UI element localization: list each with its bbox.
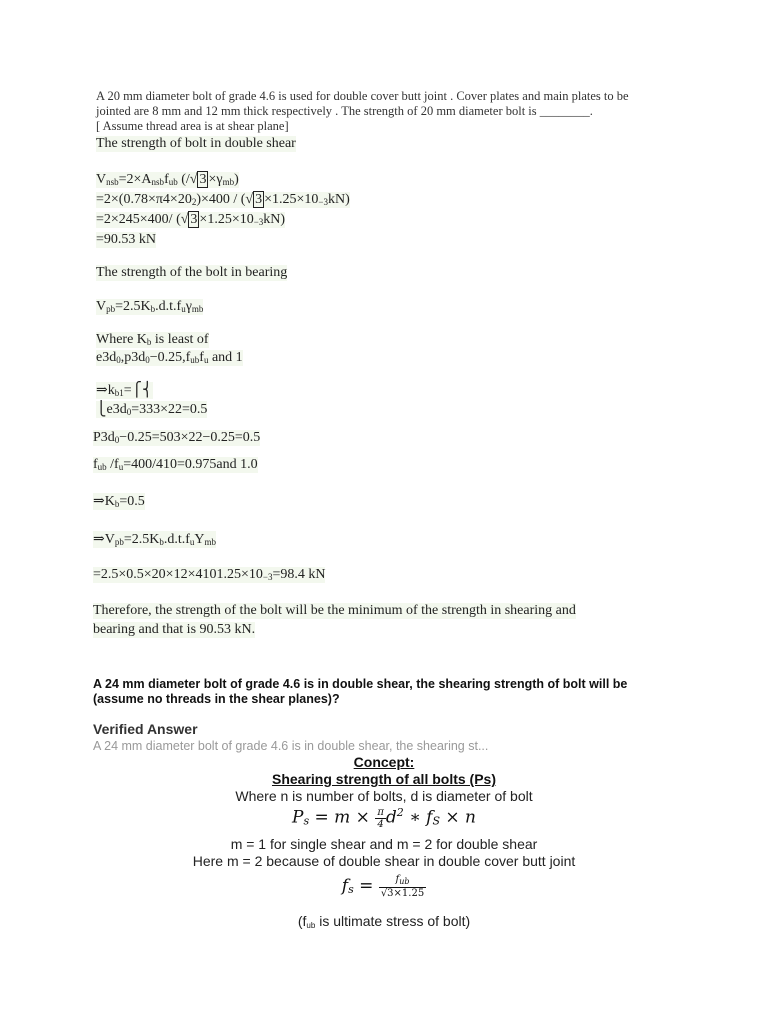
bearing-equation: $V_{pb}=2.5K_b.d.t.f_u\gamma_{mb}$ (96, 299, 204, 314)
shear-heading: The strength of bolt in double shear (96, 136, 296, 151)
fs-formula: $f_s$ = $\frac{f_{ub}}{√3\times 1.25}$ (341, 874, 425, 899)
bearing-calculation: $=2.5\times 0.5\times 20\times 12\times 4101.25\times 10_{-3}=98.4$ kN (93, 567, 326, 582)
question2-line-1: A 24 mm diameter bolt of grade 4.6 is in double shear, the shearing strength of bolt will be (93, 677, 628, 691)
concept-label: Concept: (353, 754, 415, 770)
vpb-equation: $\Rightarrow V_{pb}=2.5K_b.d.t.f_uY_{mb}$ (93, 532, 217, 547)
here-m-line: Here m = 2 because of double shear in double cover butt joint (192, 853, 576, 869)
shear-equation-1: $V_{nsb}=2\times A_{nsb}f_{ub}$ (/√ $3 \times\gamma_{mb}$) (96, 172, 239, 187)
question-line-1: A 20 mm diameter bolt of grade 4.6 is used for double cover butt joint . Cover plates and main plates to be (96, 89, 629, 103)
shearing-strength-heading: Shearing strength of all bolts (Ps) (271, 771, 497, 787)
verified-answer-label: Verified Answer (93, 721, 198, 737)
shear-equation-3: =2×245×400/ (√ $3 \times 1.25\times 10_{-3}kN$) (96, 212, 286, 227)
pi-over-4-fraction: $\frac{\pi}{4}$ (377, 806, 384, 830)
question2-line-2: (assume no threads in the shear planes)? (93, 692, 340, 706)
conclusion-line-1: Therefore, the strength of the bolt will be the minimum of the strength in shearing and (93, 603, 576, 618)
kb-result: $\Rightarrow K_b=0.5$ (93, 494, 145, 509)
shear-equation-2: $=2\times(0.78\times\pi 4\times 20_2)\times 400$ / (√ $3 \times 1.25\times 10_{-3}kN$) (96, 192, 350, 207)
ps-formula: $P_s = m$ × $\frac{\pi}{4}$ $d^2$ ∗ $f_S \times n$ (291, 806, 477, 830)
conclusion-line-2: bearing and that is 90.53 kN. (93, 622, 256, 637)
p3d-equation: $P3d_0-0.25=503\times 22-0.25=0.5$ (93, 430, 261, 445)
least-of-list: $e3d_0,p3d_0-0.25,f_{ub}f_u$ and 1 (96, 350, 243, 365)
fub-over-root3-fraction: $\frac{f_{ub}}{√3\times 1.25}$ (380, 874, 425, 899)
shear-result: =90.53 kN (96, 232, 157, 247)
answer-preview: A 24 mm diameter bolt of grade 4.6 is in double shear, the shearing st... (93, 739, 489, 753)
question-line-2: jointed are 8 mm and 12 mm thick respectively . The strength of 20 mm diameter bolt is ________. (96, 104, 593, 118)
question-line-3: [ Assume thread area is at shear plane] (96, 119, 289, 133)
e3d-equation: $⎩e3d_0=333\times 22=0.5$ (96, 402, 208, 417)
where-kb: Where $K_b$ is least of (96, 332, 209, 347)
fub-note: ($f_{ub}$ is ultimate stress of bolt) (297, 913, 471, 930)
fub-fu-equation: $f_{ub}$ $/f_u=400/410=0.975and$ 1.0 (93, 457, 258, 472)
bearing-heading: The strength of the bolt in bearing (96, 265, 288, 280)
m-definition-line: m = 1 for single shear and m = 2 for double shear (230, 836, 538, 852)
kb1-equation: $\Rightarrow k_{b1}=⎧⎨$ (96, 383, 153, 398)
where-n-line: Where n is number of bolts, d is diameter of bolt (235, 788, 533, 804)
